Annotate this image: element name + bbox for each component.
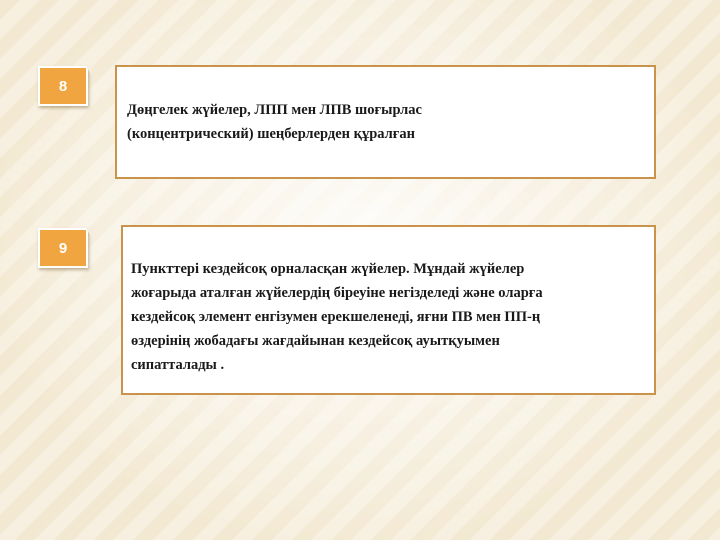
item-8-line-2: (концентрический) шеңберлерден құралған <box>127 126 415 142</box>
item-number: 9 <box>58 239 68 257</box>
item-9-line-5: сипатталады . <box>131 357 225 373</box>
item-9-line-2: жоғарыда аталған жүйелердің біреуіне негізделеді және оларға <box>131 285 543 301</box>
item-9-number-badge <box>38 228 88 268</box>
item-8-number-badge <box>38 66 88 106</box>
item-9-line-4: өздерінің жобадағы жағдайынан кездейсоқ ауытқуымен <box>131 333 500 349</box>
item-9-text-box <box>121 225 656 395</box>
item-9-line-3: кездейсоқ элемент енгізумен ерекшеленеді, яғни ПВ мен ПП-ң <box>131 309 541 325</box>
item-8-line-1: Дөңгелек жүйелер, ЛПП мен ЛПВ шоғырлас <box>127 102 422 118</box>
item-number: 8 <box>58 77 68 95</box>
item-8-text-box <box>115 65 656 179</box>
item-9-line-1: Пункттері кездейсоқ орналасқан жүйелер. Мұндай жүйелер <box>131 261 525 277</box>
